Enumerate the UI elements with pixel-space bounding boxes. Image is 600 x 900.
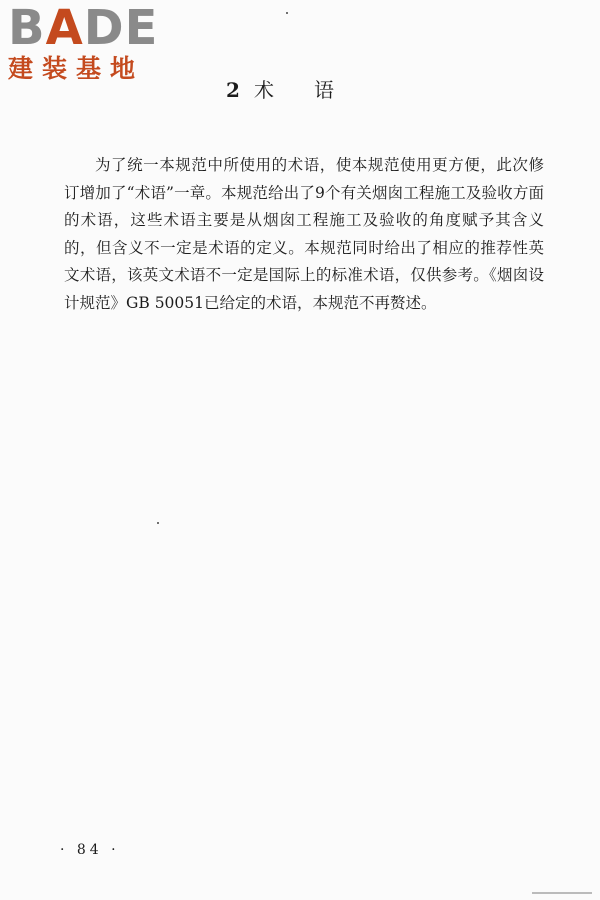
body-paragraph: 为了统一本规范中所使用的术语，使本规范使用更方便，此次修订增加了“术语”一章。本规范给出了9个有关烟囱工程施工及验收方面的术语，这些术语主要是从烟囱工程施工及验收的角度赋予其含义的，但含义不一定是术语的定义。本规范同时给出了相应的推荐性英文术语，该英文术语不一定是国际上的标准术语，仅供参考。《烟囱设计规范》GB 50051已给定的术语，本规范不再赘述。 [64,156,544,312]
scan-edge-mark [532,892,592,894]
page-number: · 84 · [60,842,120,858]
chapter-title: 术语 [253,78,374,102]
logo-wordmark [8,0,178,56]
logo-subtitle: 建装基地 [8,54,145,83]
watermark-logo [8,0,178,84]
chapter-heading [0,76,600,104]
scan-speck [286,12,288,14]
chapter-number: 2 [226,78,240,102]
scan-speck [157,522,159,524]
logo-letters-de: DE [83,0,159,56]
logo-letter-a: A [45,0,84,56]
logo-letter-b: B [8,0,46,56]
